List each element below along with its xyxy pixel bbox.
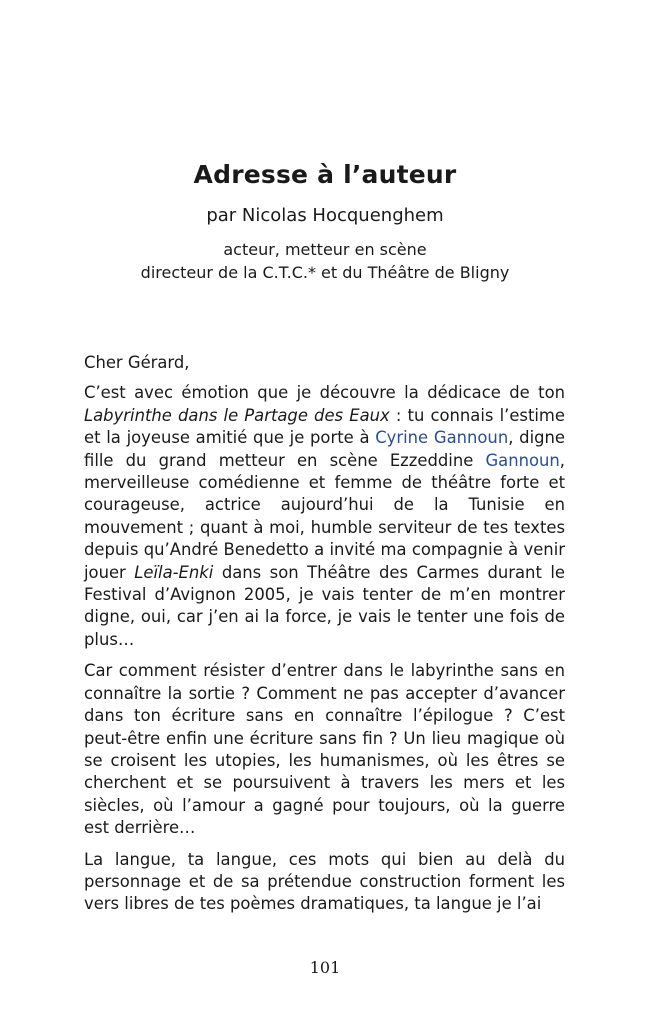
author-role-line: acteur, metteur en scène xyxy=(223,240,427,259)
letter-greeting: Cher Gérard, xyxy=(84,353,190,372)
text-run: C’est avec émotion que je découvre la dédicace de ton xyxy=(84,383,565,403)
author-byline: par Nicolas Hocquenghem xyxy=(206,205,444,226)
page-number: 101 xyxy=(309,958,341,977)
letter-body xyxy=(84,352,565,925)
play-title: Leïla-Enki xyxy=(134,562,214,582)
text-run: , merveilleuse comédienne et femme de théâtre forte et courageuse, actrice aujourd’hui de la Tunisie en mouvement ; quant à moi, humble serviteur de tes textes depuis qu’André Benedetto a invité ma compagnie à venir jouer xyxy=(84,450,565,582)
paragraph-1 xyxy=(84,382,565,651)
person-link-gannoun[interactable]: Gannoun xyxy=(485,450,560,470)
text-run: : tu connais l’estime et la joyeuse amitié que je porte à xyxy=(84,405,565,448)
paragraph-2: Car comment résister d’entrer dans le labyrinthe sans en connaître la sortie ? Comment ne pas accepter d’avancer dans ton écriture sans en connaître l’épilogue ? C’est peut-être enfin une écriture sans fin ? Un lieu magique où se croisent les utopies, les humanismes, où les êtres se cherchent et se poursuivent à travers les mers et les siècles, où l’amour a gagné pour toujours, où la guerre est derrière… xyxy=(84,661,565,838)
page-title: Adresse à l’auteur xyxy=(193,160,457,189)
book-title: Labyrinthe dans le Partage des Eaux xyxy=(84,405,390,425)
text-run: , digne fille du grand metteur en scène Ezzeddine xyxy=(84,428,565,470)
text-run: dans son Théâtre des Carmes durant le Festival d’Avignon 2005, je vais tenter de m’en montrer digne, oui, car j’en ai la force, je vais le tenter une fois de plus… xyxy=(84,562,565,649)
person-link-cyrine-gannoun[interactable]: Cyrine Gannoun xyxy=(375,428,509,448)
paragraph-3: La langue, ta langue, ces mots qui bien au delà du personnage et de sa prétendue construction forment les vers libres de tes poèmes dramatiques, ta langue je l’ai xyxy=(84,849,565,914)
author-affiliation-line: directeur de la C.T.C.* et du Théâtre de Bligny xyxy=(140,263,510,282)
